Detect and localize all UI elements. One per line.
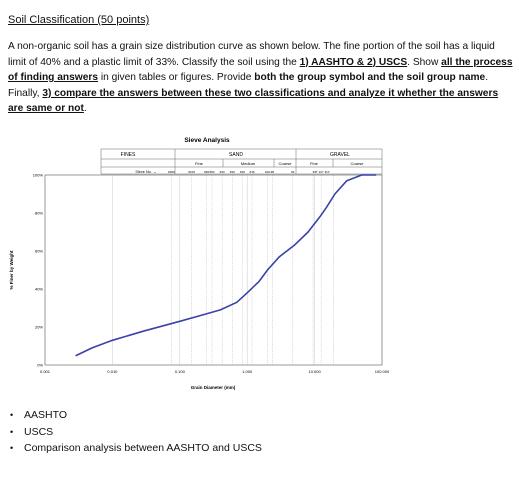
list-item: • Comparison analysis between AASHTO and USCS <box>10 442 262 455</box>
x-tick-label: 0.010 <box>107 369 118 374</box>
text-segment: in given tables or figures. Provide <box>98 72 255 83</box>
symbol-name-requirement: both the group symbol and the soil group name <box>254 72 486 83</box>
x-tick-label: 100.000 <box>374 369 390 374</box>
text-segment: . Finally, <box>8 72 489 99</box>
list-item: • USCS <box>10 425 54 438</box>
text-segment: . <box>83 103 87 114</box>
sand-coarse-label: Coarse <box>278 161 292 166</box>
sieve-label: #60 <box>204 170 210 174</box>
sieve-no-label: Sieve No. → <box>135 170 157 174</box>
sieve-labels <box>168 170 330 174</box>
plot-frame <box>45 175 382 365</box>
text-segment: . Show <box>407 56 442 68</box>
x-tick-label: 10.000 <box>308 369 321 374</box>
x-tick-labels <box>40 369 390 374</box>
y-tick-label: 60% <box>34 248 43 254</box>
sieve-label: #16 <box>249 170 255 174</box>
chart-svg <box>0 130 519 395</box>
y-axis-label: % Finer by Weight <box>9 250 14 290</box>
classification-methods: 1) AASHTO & 2) USCS <box>299 56 408 68</box>
sieve-label: #40 <box>219 170 225 174</box>
x-tick-label: 1.000 <box>242 369 253 374</box>
sieve-label: #4 <box>291 170 295 174</box>
x-tick-label: 0.001 <box>39 369 51 374</box>
sieve-label: #50 <box>209 170 215 174</box>
sieve-label: #20 <box>239 170 245 174</box>
list-item-label: Comparison analysis between AASHTO and USCS <box>24 442 262 455</box>
grid <box>112 175 333 365</box>
sieve-label: #10 <box>264 170 270 174</box>
x-tick-label: 0.100 <box>174 369 185 374</box>
process-requirement: all the process of finding answers <box>8 56 513 83</box>
chart-title: Sieve Analysis <box>184 137 230 144</box>
list-item: • AASHTO <box>10 409 67 422</box>
sand-medium-label: Medium <box>240 161 256 166</box>
sieve-analysis-chart <box>0 130 519 395</box>
y-tick-label: 0% <box>37 362 43 368</box>
y-tick-label: 100% <box>32 172 43 178</box>
gravel-label: GRAVEL <box>330 152 350 158</box>
series-group <box>76 175 375 356</box>
task-list <box>10 407 262 457</box>
problem-statement <box>8 39 514 117</box>
comparison-requirement: 3) compare the answers between these two classifications and analyze it whether the answers are same or not <box>8 87 499 114</box>
sieve-label: #8 <box>270 170 275 174</box>
y-tick-labels <box>33 173 44 368</box>
y-tick-label: 40% <box>34 286 43 292</box>
fines-label: FINES <box>120 152 136 158</box>
sand-label: SAND <box>229 152 243 158</box>
gradation-curve <box>76 175 375 356</box>
sieve-label: #200 <box>168 170 175 174</box>
page-title: Soil Classification (50 points) <box>8 14 150 26</box>
sieve-label: 3/8" 1/2" 3/4" <box>312 170 330 174</box>
sand-fine-label: Fine <box>195 161 203 166</box>
list-item-label: AASHTO <box>24 409 67 422</box>
list-item-label: USCS <box>24 425 54 438</box>
text-segment: A non-organic soil has a grain size distribution curve as shown below. The fine portion of the soil has a liquid limit of 40% and a plastic limit of 33%. Classify the soil using the <box>8 41 495 68</box>
y-tick-label: 80% <box>34 210 43 216</box>
y-tick-label: 20% <box>34 324 43 330</box>
sieve-label: #30 <box>229 170 235 174</box>
sieve-label: #100 <box>188 170 196 174</box>
x-axis-label: Grain Diameter (mm) <box>190 385 236 390</box>
gravel-coarse-label: Coarse <box>350 161 364 166</box>
gravel-fine-label: Fine <box>310 161 318 166</box>
